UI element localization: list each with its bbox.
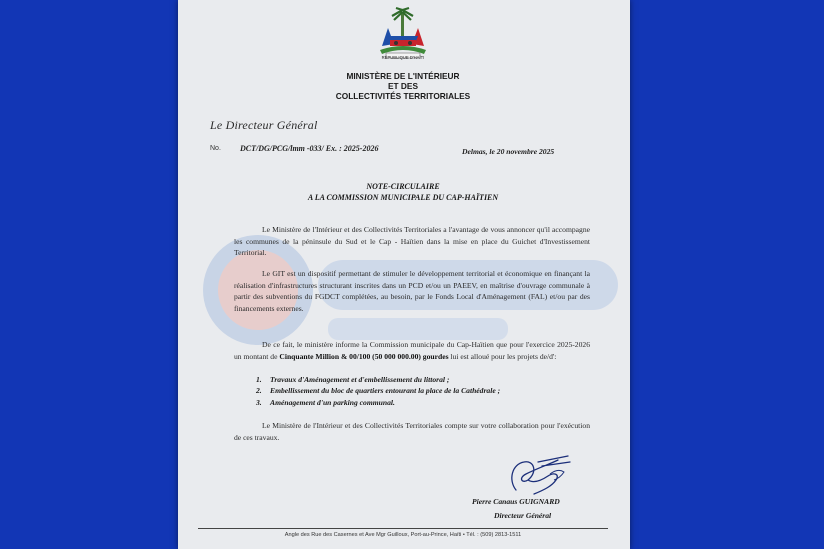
list-item: [256, 374, 500, 385]
footer-address: Angle des Rue des Casernes et Ave Mgr Guilloux, Port-au-Prince, Haïti • Tél. : (509) 2813-1511: [284, 532, 522, 538]
list-text: Travaux d'Aménagement et d'embellissement du littoral ;: [270, 375, 450, 384]
subject-heading: [268, 181, 538, 203]
paragraph-text: lui est alloué pour les projets de/d':: [448, 351, 557, 361]
reference-prefix: No.: [210, 145, 221, 152]
coat-of-arms-icon: [374, 6, 432, 62]
list-number: 1.: [256, 375, 262, 384]
footer-divider: [198, 528, 608, 529]
subject-line: NOTE-CIRCULAIRE: [366, 182, 440, 191]
paragraph-text: Le Ministère de l'Intérieur et des Collectivités Territoriales compte sur votre collaboration pour l'exécution de ces travaux.: [234, 421, 590, 442]
subject-line: A LA COMMISSION MUNICIPALE DU CAP-HAÏTIEN: [307, 193, 499, 202]
list-item: [256, 397, 500, 408]
paragraph-closing: [234, 420, 590, 443]
paragraph-text: De ce fait, le ministère informe la Commission municipale du Cap-Haïtien que pour l'exercice 2025-2026 un montant de: [234, 340, 590, 361]
ministry-heading: [298, 71, 508, 101]
paragraph-text: Le Ministère de l'Intérieur et des Collectivités Territoriales a l'avantage de vous annoncer qu'il accompagne les communes de la péninsule du Sud et le Cap - Haïtien dans la mise en place du Guichet d'Investissement Territorial.: [234, 225, 590, 258]
handwritten-signature: [498, 450, 578, 502]
ministry-line: MINISTÈRE DE L'INTÉRIEUR: [346, 71, 460, 81]
list-item: [256, 385, 500, 396]
ministry-line: ET DES: [388, 81, 418, 91]
list-text: Aménagement d'un parking communal.: [270, 397, 395, 407]
paragraph-text: Le GIT est un dispositif permettant de stimuler le développement territorial et économique en finançant la réalisation d'infrastructures structurant inscrites dans un PCD et/ou un PAEEV, en maîtrise d'ouvrage communale à partir des subventions du FGDCT complétées, au besoin, par le Fonds Local d'Aménagement (FAL) et/ou par des financements externes.: [234, 269, 590, 314]
paragraph-git: [234, 268, 590, 315]
signatory-name: Pierre Canaus GUIGNARD: [472, 497, 560, 506]
coat-of-arms-caption: RÉPUBLIQUE D'HAÏTI: [381, 55, 425, 60]
list-text: Embellissement du bloc de quartiers entourant la place de la Cathédrale ;: [270, 386, 501, 396]
list-number: 2.: [256, 386, 262, 396]
list-number: 3.: [256, 397, 262, 407]
paragraph-allocation: [234, 339, 590, 362]
reference-number: DCT/DG/PCG/lmm -033/ Ex. : 2025-2026: [240, 144, 379, 153]
allocation-amount: Cinquante Million & 00/100 (50 000 000.00) gourdes: [279, 351, 449, 361]
issuer-title: Le Directeur Général: [210, 118, 318, 132]
letter-page: [178, 0, 630, 549]
signatory-role: Directeur Général: [494, 511, 552, 520]
paragraph-intro: [234, 224, 590, 259]
ministry-line: COLLECTIVITÉS TERRITORIALES: [335, 91, 471, 101]
projects-list: [256, 374, 500, 408]
place-date: Delmas, le 20 novembre 2025: [462, 147, 555, 156]
